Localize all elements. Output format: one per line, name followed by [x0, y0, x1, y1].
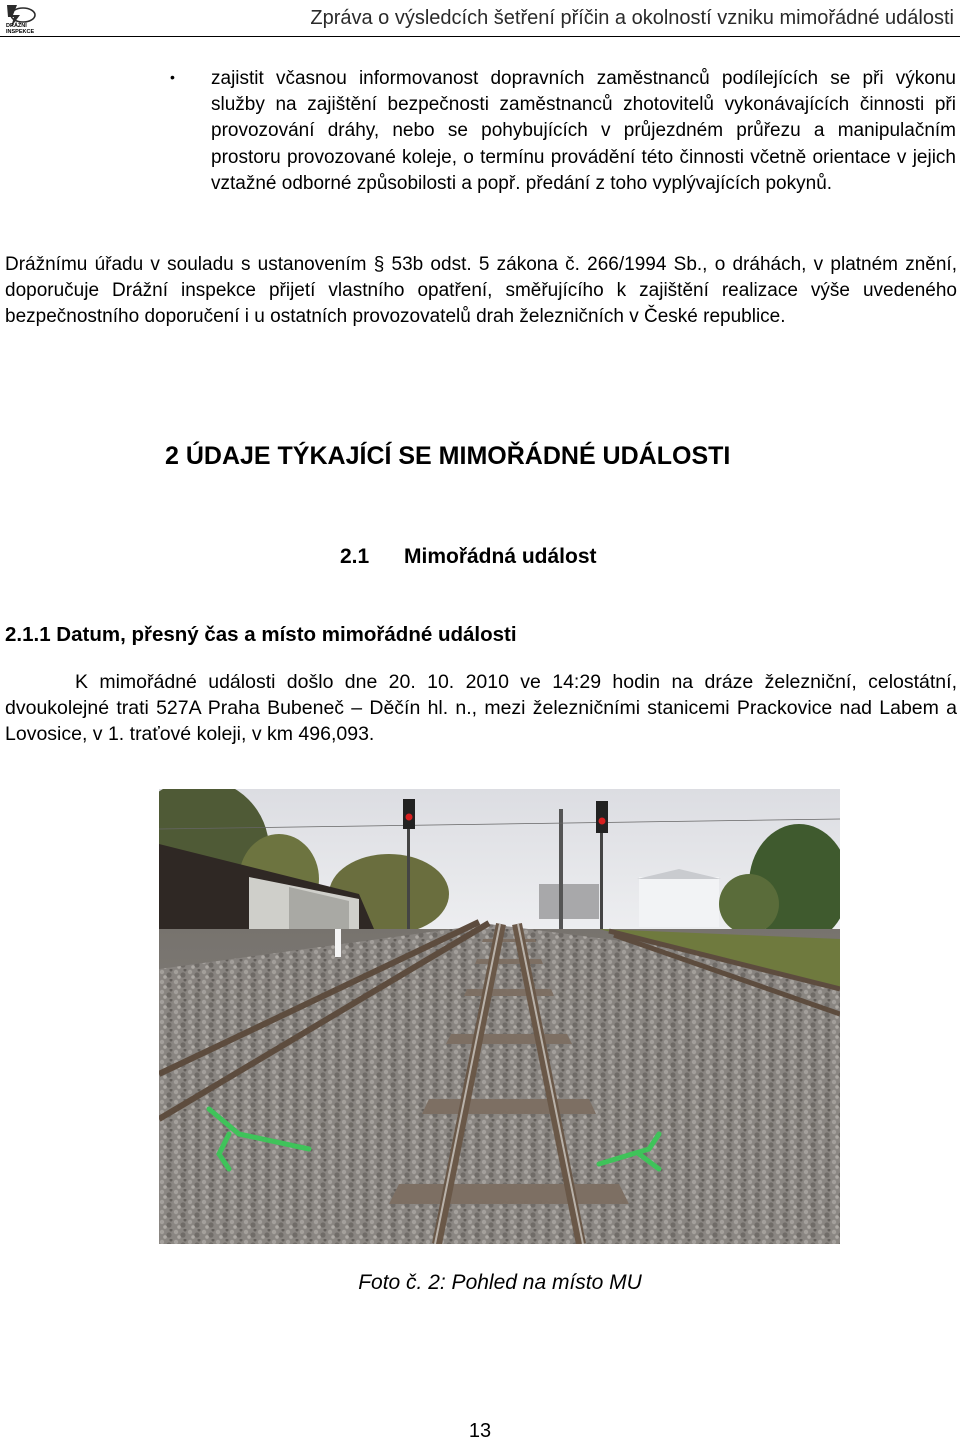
photo-caption: Foto č. 2: Pohled na místo MU: [358, 1271, 642, 1294]
header-title: Zpráva o výsledcích šetření příčin a okolností vzniku mimořádné události: [310, 7, 954, 29]
logo-text-2: INSPEKCE: [6, 29, 35, 34]
bullet-item-text: zajistit včasnou informovanost dopravních zaměstnanců podílejících se při výkonu služby na zajištění bezpečnosti zaměstnanců zhotovitelů vykonávajících činnosti při provozování dráhy, nebo se pohybujících v průjezdném průřezu a manipulačním prostoru provozované koleje, o termínu provádění této činnosti včetně orientace v jejich vztažné odborné způsobilosti a popř. předání z toho vyplývajících pokynů.: [211, 68, 956, 194]
railway-track-photo: [159, 789, 840, 1244]
section-heading: 2 ÚDAJE TÝKAJÍCÍ SE MIMOŘÁDNÉ UDÁLOSTI: [165, 442, 731, 470]
bullet-icon: •: [170, 69, 175, 85]
subsubsection-heading: 2.1.1 Datum, přesný čas a místo mimořádné události: [5, 623, 517, 646]
event-description: [5, 669, 957, 747]
page-number: 13: [468, 1420, 492, 1442]
drazni-inspekce-logo: [3, 3, 41, 34]
subsection-heading: [340, 545, 597, 569]
logo-text-1: DRÁŽNÍ: [6, 23, 27, 29]
page-header: [0, 0, 960, 38]
event-description-text: K mimořádné události došlo dne 20. 10. 2010 ve 14:29 hodin na dráze železniční, celostátní, dvoukolejné trati 527A Praha Bubeneč – Děčín hl. n., mezi železničními stanicemi Prackovice nad Labem a Lovosice, v 1. traťové koleji, v km 496,093.: [5, 671, 957, 745]
subsection-title: Mimořádná událost: [404, 545, 597, 568]
subsection-number: 2.1: [340, 545, 370, 568]
recommendation-paragraph: Drážnímu úřadu v souladu s ustanovením § 53b odst. 5 zákona č. 266/1994 Sb., o dráhách, v platném znění, doporučuje Drážní inspekce přijetí vlastního opatření, směřujícího k zajištění realizace výše uvedeného bezpečnostního doporučení i u ostatních provozovatelů drah železničních v České republice.: [5, 254, 957, 327]
header-divider: [0, 36, 960, 37]
photo-building: [639, 877, 719, 927]
